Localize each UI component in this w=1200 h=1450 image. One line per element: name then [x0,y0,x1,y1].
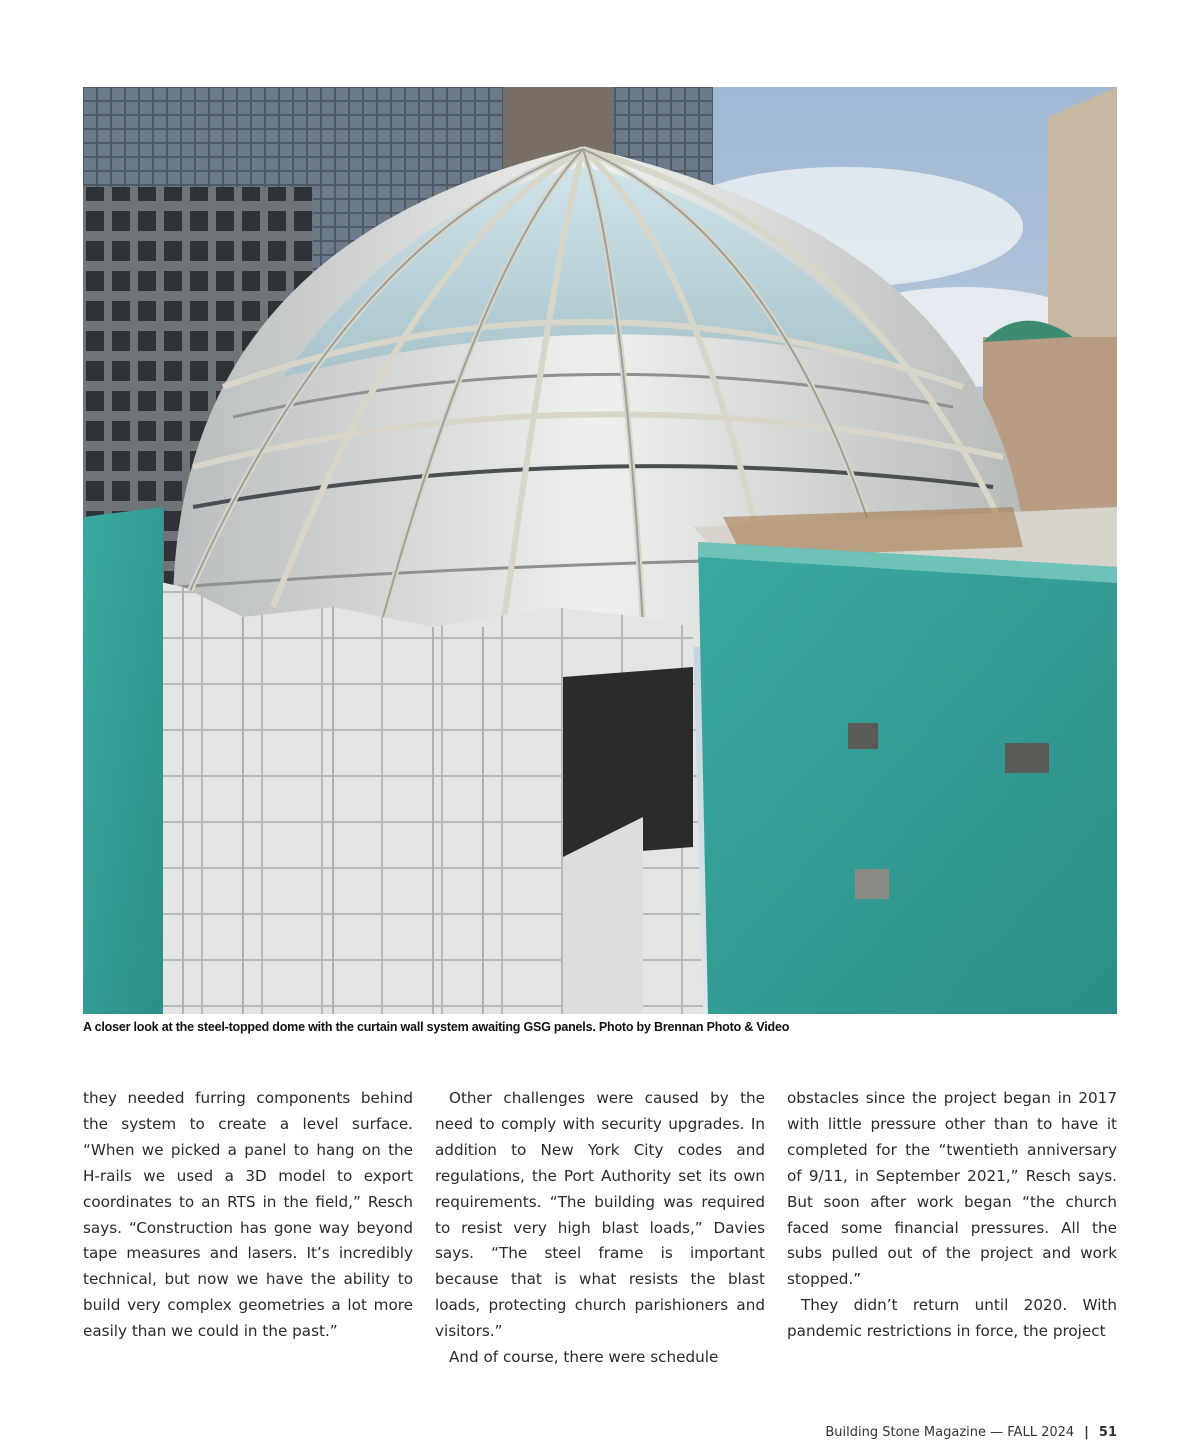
publication-name: Building Stone Magazine — FALL 2024 [825,1425,1075,1440]
dome-photo [83,87,1117,1014]
paragraph: obstacles since the project began in 2017 with little pressure other than to have it completed for the “twentieth anniversary of 9/11, in September 2021,” Resch says. But soon after work began “the church faced some financial pressures. All the subs pulled out of the project and work stopped.” [787,1089,1117,1289]
paragraph: Other challenges were caused by the need to comply with security upgrades. In addition to New York City codes and regulations, the Port Authority set its own requirements. “The building was required to resist very high blast loads,” Davies says. “The steel frame is important because that is what resists the blast loads, protecting church parishioners and visitors.” [435,1089,765,1341]
text-column-1 [83,1086,413,1345]
photo-caption: A closer look at the steel-topped dome with the curtain wall system awaiting GSG panels. Photo by Brennan Photo & Video [83,1020,790,1034]
text-column-2 [435,1086,765,1371]
text-column-3 [787,1086,1117,1345]
paragraph: they needed furring components behind the system to create a level surface. “When we picked a panel to hang on the H-rails we used a 3D model to export coordinates to an RTS in the field,” Resch says. “Construction has gone way beyond tape measures and lasers. It’s incredibly technical, but now we have the ability to build very complex geometries a lot more easily than we could in the past.” [83,1089,413,1341]
page-number: 51 [1098,1425,1117,1440]
paragraph: And of course, there were schedule [449,1348,719,1367]
page-footer [825,1425,1117,1440]
footer-separator: | [1084,1425,1089,1440]
paragraph: They didn’t return until 2020. With pandemic restrictions in force, the project [787,1296,1117,1341]
dome-construction-illustration [83,87,1117,1014]
